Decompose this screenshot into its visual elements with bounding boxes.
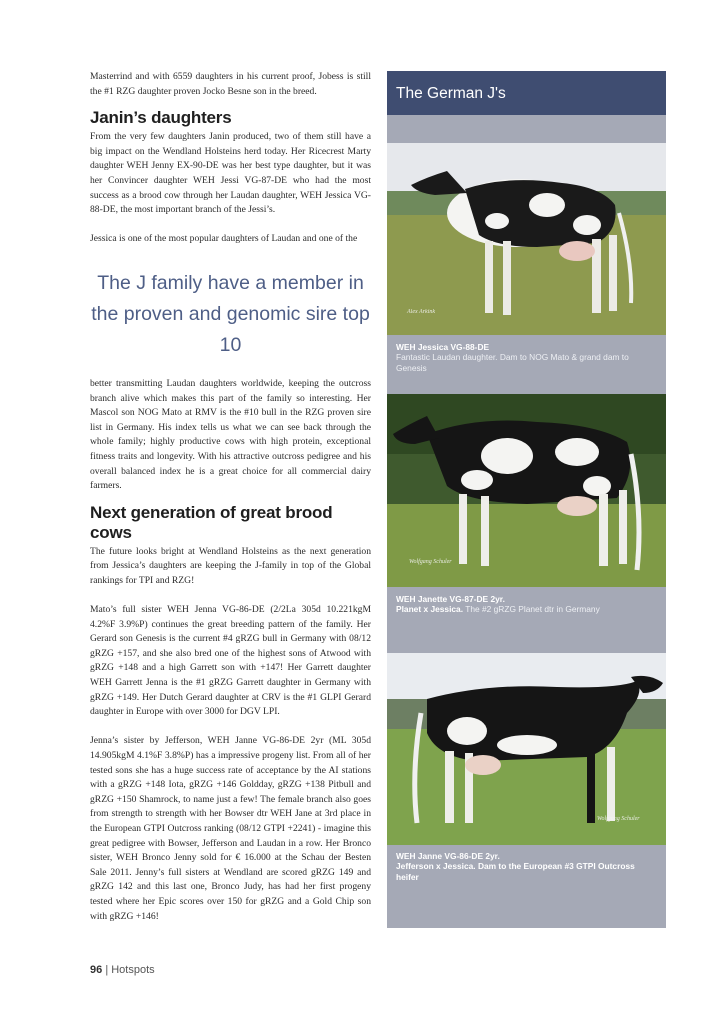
caption-title: WEH Janette VG-87-DE 2yr. — [396, 594, 505, 604]
article-paragraph: Jenna’s sister by Jefferson, WEH Janne VG-86-DE 2yr (ML 305d 14.905kgM 4.1%F 3.8%P) has a impressive progeny list. From all of her tested sons she has a huge success rate of acceptance by the AI stations with a gRZG +148 Iota, gRZG +146 Goldday, gRZG +138 Pitbull and gRZG +150 Shamrock, to name just a few! The female branch also goes from strength to strength with her Bowser dtr WEH Jane at 3rd place in the European GTPI Outcross ranking (08/12 GTPI +2241) - imagine this great pedigree with Bowser, Jefferson and Laudan in a row. Her Bronco sister, WEH Bronco Jenny sold for € 16.000 at the Schau der Besten Sale 2011. Jenny’s full sisters at Wendland are scored gRZG 149 and gRZG 142 and this last one, Bronco Judy, has had her first progeny tested where her Epic scores over 150 for gRZG and a Gold Chip son with gRZG +146! — [90, 735, 371, 922]
section-heading-next-generation: Next generation of great brood cows — [90, 502, 333, 542]
photo-credit: Wolfgang Schuler — [409, 559, 452, 565]
article-body — [90, 70, 371, 924]
photo-credit: Alex Arkink — [407, 309, 436, 315]
footer-separator: | — [105, 964, 109, 976]
sidebar-panel — [387, 71, 666, 928]
photo-credit: Wolfgang Schuler — [597, 816, 640, 822]
cow-photo-janne — [387, 653, 666, 845]
page-number: 96 — [90, 964, 103, 976]
article-paragraph: From the very few daughters Janin produced, two of them still have a big impact on the Wendland Holsteins herd today. Her Ricecrest Marty daughter WEH Jenny EX-90-DE was her best type daughter, but it was her Convincer daughter WEH Jessi VG-87-DE who had the most success as a brood cow through her Laudan daughter, WEH Jessica VG-88-DE, the most important branch of the Jessi’s. — [90, 131, 371, 216]
footer-section: Hotspots — [111, 964, 155, 976]
article-paragraph: The future looks bright at Wendland Holsteins as the next generation from Jessica’s daughters are keeping the J-family in top of the Global rankings for TPI and RZG! — [90, 545, 371, 586]
cow-photo-janette — [387, 394, 666, 587]
article-paragraph: Jessica is one of the most popular daughters of Laudan and one of the — [90, 233, 358, 245]
caption-text: Jefferson x Jessica. Dam to the European #3 GTPI Outcross heifer — [396, 861, 635, 882]
article-paragraph: Masterrind and with 6559 daughters in his current proof, Jobess is still the #1 RZG daughter proven Jocko Besne son in the breed. — [90, 71, 371, 97]
article-paragraph: better transmitting Laudan daughters worldwide, keeping the outcross branch alive which makes this part of the family so interesting. Her Mascol son NOG Mato at RMV is the #10 bull in the RZG proven sire list in Germany. His index tells us what we can see back through the whole family; highly productive cows with high protein, exceptional fitness traits and longevity. With his attractive outcross pedigree and his overall balanced index he is a great choice for all commercial dairy farmers. — [90, 377, 371, 492]
sidebar-title: The German J's — [396, 85, 506, 102]
photo-caption — [396, 851, 658, 882]
caption-title-secondary: Planet x Jessica. — [396, 604, 464, 615]
article-paragraph: Mato’s full sister WEH Jenna VG-86-DE (2/2La 305d 10.221kgM 4.2%F 3.9%P) continues the great breeding pattern of the family. Her Gerard son Genesis is the current #4 gRZG bull in Germany with 08/12 gRZG +157, and she also bred one of the highest sons of Atwood with gRZG +148 and a high Garrett son with +147! Her Garrett daughter WEH Garrett Jenna is the #1 gRZG Garrett daughter in Germany with gRZG +149. Her Dutch Gerard daughter at CRV is the #1 GLPI Gerard daughter in Europe with over 3000 for DGV LPI. — [90, 604, 371, 718]
caption-text: The #2 gRZG Planet dtr in Germany — [465, 604, 600, 615]
caption-title: WEH Jessica VG-88-DE — [396, 342, 490, 352]
caption-title: WEH Janne VG-86-DE 2yr. — [396, 851, 500, 861]
photo-caption — [396, 594, 658, 615]
caption-text: Fantastic Laudan daughter. Dam to NOG Mato & grand dam to Genesis — [396, 352, 629, 373]
sidebar-header — [387, 71, 666, 115]
page-footer — [90, 964, 155, 976]
section-heading-janins-daughters: Janin’s daughters — [90, 108, 232, 128]
pull-quote: The J family have a member in the proven and genomic sire top 10 — [91, 271, 370, 356]
cow-photo-jessica — [387, 143, 666, 335]
photo-caption — [396, 342, 658, 373]
